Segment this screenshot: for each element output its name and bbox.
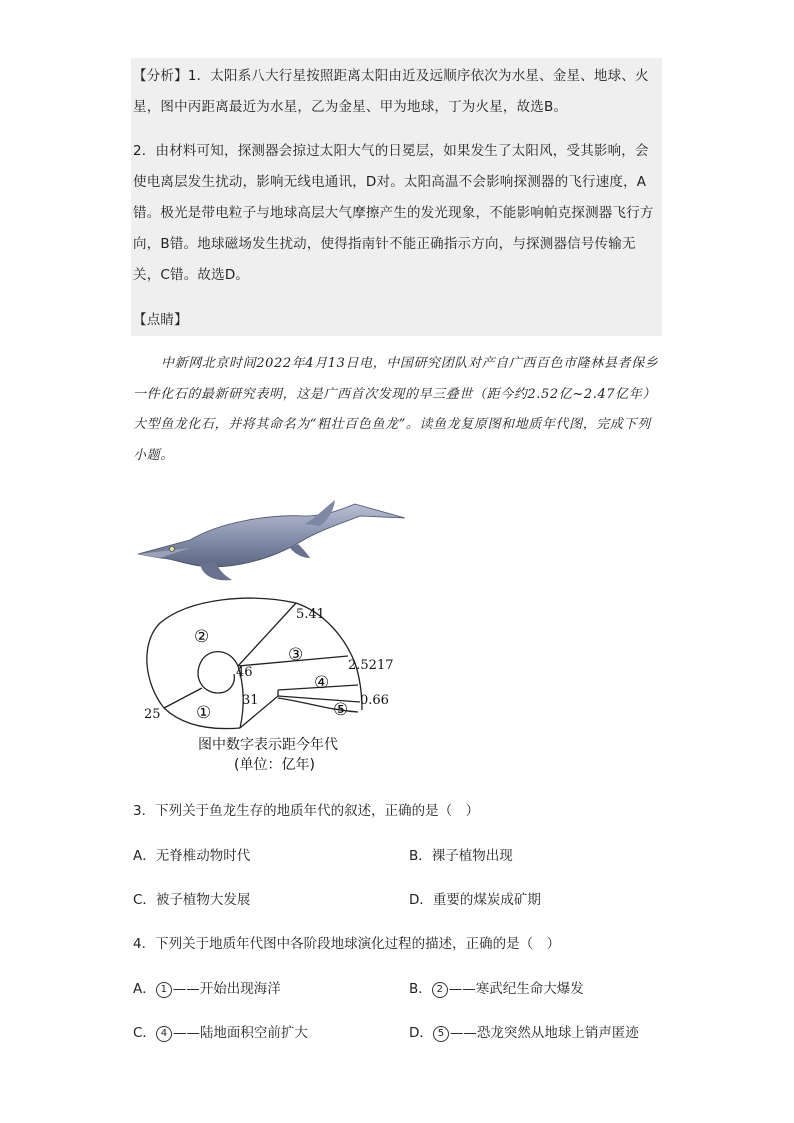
question-3-option-a: A．无脊椎动物时代: [133, 848, 251, 864]
option-c-prefix: C．: [133, 1025, 156, 1041]
ichthyosaur-illustration: [138, 500, 405, 580]
material-paragraph: 中新网北京时间2022年4月13日电，中国研究团队对产自广西百色市隆林县者保乡一件化石的最新研究表明，这是广西首次发现的早三叠世（距今约2.52亿~2.47亿年）大型鱼龙化石，并将其命名为“粗壮百色鱼龙”。读鱼龙复原图和地质年代图，完成下列小题。: [133, 356, 659, 463]
label-2-5217: 2.5217: [348, 658, 394, 673]
stage-label-4: ④: [314, 673, 330, 693]
label-31: 31: [242, 693, 259, 708]
circled-number-2: 2: [432, 982, 448, 998]
question-4-stem: 4．下列关于地质年代图中各阶段地球演化过程的描述，正确的是（ ）: [133, 936, 561, 952]
option-b-text: ——寒武纪生命大爆发: [448, 981, 584, 997]
question-4-option-b: [409, 977, 584, 998]
question-3-stem: 3．下列关于鱼龙生存的地质年代的叙述，正确的是（ ）: [133, 803, 480, 819]
label-5-41: 5.41: [296, 607, 325, 622]
analysis-text-1: 1．太阳系八大行星按照距离太阳由近及远顺序依次为水星、金星、地球、火星，图中丙距离最近为水星，乙为金星、甲为地球，丁为火星，故选B。: [133, 68, 649, 115]
option-c-text: ——陆地面积空前扩大: [172, 1025, 308, 1041]
question-3-option-d: D．重要的煤炭成矿期: [409, 892, 541, 908]
stage-label-1: ①: [196, 703, 212, 723]
analysis-label: 【分析】: [133, 68, 188, 84]
option-a-text: ——开始出现海洋: [172, 981, 281, 997]
figure-caption-line-2: (单位：亿年): [234, 757, 315, 773]
question-3-option-b: B．裸子植物出现: [409, 848, 513, 864]
circled-number-1: 1: [156, 982, 172, 998]
question-3-option-c: C．被子植物大发展: [133, 892, 251, 908]
stage-label-2: ②: [194, 627, 210, 647]
label-0-66: 0.66: [360, 693, 389, 708]
figure-caption-line-1: 图中数字表示距今年代: [198, 737, 338, 753]
dianjing-label: 【点睛】: [133, 312, 188, 328]
stage-label-3: ③: [288, 645, 304, 665]
option-b-prefix: B．: [409, 981, 432, 997]
analysis-paragraph-2: 2．由材料可知，探测器会掠过太阳大气的日冕层，如果发生了太阳风，受其影响，会使电离层发生扰动，影响无线电通讯，D对。太阳高温不会影响探测器的飞行速度，A错。极光是带电粒子与地球高层大气摩擦产生的发光现象，不能影响帕克探测器飞行方向，B错。地球磁场发生扰动，使得指南针不能正确指示方向，与探测器信号传输无关，C错。故选D。: [133, 143, 654, 283]
analysis-paragraph-1: [133, 61, 661, 123]
question-4-option-d: [409, 1021, 639, 1042]
option-a-prefix: A．: [133, 981, 156, 997]
stage-label-5: ⑤: [333, 700, 349, 720]
circled-number-5: 5: [433, 1026, 449, 1042]
figure-ichthyosaur-geologic-time: [130, 488, 420, 778]
question-4-option-c: [133, 1021, 308, 1042]
option-d-prefix: D．: [409, 1025, 433, 1041]
label-25: 25: [144, 707, 161, 722]
circled-number-4: 4: [156, 1026, 172, 1042]
geologic-time-spiral: [147, 598, 362, 728]
question-4-option-a: [133, 977, 281, 998]
label-46: 46: [236, 665, 253, 680]
option-d-text: ——恐龙突然从地球上销声匿迹: [449, 1025, 639, 1041]
